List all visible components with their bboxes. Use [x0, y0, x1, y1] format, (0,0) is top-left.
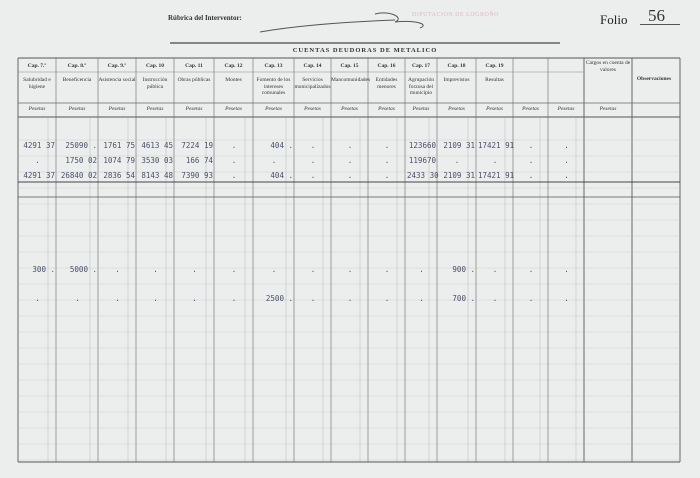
entry-r4-c1: 300 .: [32, 265, 55, 274]
entry-r1-c1: 4291 37: [23, 141, 55, 150]
entry-r3-c9: .: [347, 171, 353, 180]
entry-r2-c15: .: [564, 156, 569, 165]
column-name-1: Salubridad e higiene: [23, 77, 51, 90]
folio-number: 56: [648, 6, 665, 25]
entry-r4-c4: .: [153, 265, 158, 274]
rubrica-label: Rúbrica del Interventor:: [168, 14, 242, 22]
column-unit-2: Pesetas: [68, 106, 86, 112]
entry-r5-c4: .: [153, 294, 158, 303]
entry-r5-c5: .: [192, 294, 197, 303]
entry-r3-c15: .: [564, 171, 569, 180]
column-name-6: Montes: [225, 77, 242, 83]
entry-r1-c8: .: [310, 141, 316, 150]
column-unit-11: Pesetas: [412, 106, 430, 112]
column-name-11: Agrupación forzosa del municipio: [408, 77, 434, 97]
entry-r4-c8: .: [310, 265, 316, 274]
entry-r3-c2: 26840 02: [60, 171, 97, 180]
entry-r4-c5: .: [192, 265, 197, 274]
column-cap-8: Cap. 14: [303, 63, 322, 69]
column-unit-8: Pesetas: [304, 106, 321, 112]
entry-r2-c1: .: [35, 156, 40, 165]
column-name-13: Resultas: [485, 77, 504, 83]
entry-r2-c14: .: [528, 156, 534, 165]
column-unit-6: Pesetas: [225, 106, 242, 112]
column-name-5: Obras públicas: [177, 77, 211, 83]
entry-r2-c3: 1074 79: [103, 156, 135, 165]
entry-r1-c13: 17421 91: [478, 141, 515, 150]
entry-r1-c14: .: [528, 141, 534, 150]
banner-title: CUENTAS DEUDORAS DE METALICO: [292, 47, 438, 54]
column-name-7: Fomento de los intereses comunales: [256, 77, 291, 97]
entry-r3-c13: 17421 91: [478, 171, 515, 180]
entry-r1-c10: .: [384, 141, 390, 150]
entry-r3-c5: 7390 93: [181, 171, 213, 180]
entry-r2-c9: .: [347, 156, 353, 165]
entry-r3-c4: 8143 48: [141, 171, 173, 180]
entry-r3-c11: 2433 30: [407, 171, 439, 180]
column-unit-13: Pesetas: [486, 106, 503, 112]
entry-r4-c3: .: [115, 265, 120, 274]
entry-r4-c11: .: [419, 265, 424, 274]
column-cap-3: Cap. 9.º: [107, 63, 127, 69]
entry-r3-c10: .: [384, 171, 390, 180]
entry-r3-c6: .: [231, 171, 237, 180]
entry-r3-c7: 404 .: [270, 171, 293, 180]
column-cap-12: Cap. 18: [447, 63, 466, 69]
entry-r2-c8: .: [310, 156, 316, 165]
column-cap-7: Cap. 13: [264, 63, 283, 69]
entry-r1-c7: 404 .: [270, 141, 293, 150]
column-cap-11: Cap. 17: [411, 63, 431, 69]
entry-r5-c6: .: [231, 294, 237, 303]
entry-r3-c14: .: [528, 171, 534, 180]
entry-r1-c5: 7224 19: [181, 141, 213, 150]
column-name-8: Servicios municipalizados: [294, 77, 331, 90]
entry-r5-c14: .: [528, 294, 534, 303]
column-name-16: Cargos en cuenta de valores: [585, 60, 631, 73]
column-unit-14: Pesetas: [522, 106, 539, 112]
entry-r2-c4: 3530 03: [141, 156, 173, 165]
entry-r5-c13: .: [492, 294, 498, 303]
entry-r2-c7: .: [271, 156, 277, 165]
entry-r1-c6: .: [231, 141, 237, 150]
entry-r3-c8: .: [310, 171, 316, 180]
column-unit-15: Pesetas: [557, 106, 575, 112]
entry-r3-c12: 2109 31: [443, 171, 475, 180]
folio-label: Folio: [600, 12, 628, 27]
entry-r3-c3: 2836 54: [103, 171, 135, 180]
entry-r4-c2: 5000 .: [69, 265, 97, 274]
column-cap-4: Cap. 10: [145, 63, 165, 69]
entry-r2-c5: 166 74: [185, 156, 213, 165]
column-unit-12: Pesetas: [448, 106, 465, 112]
column-name-12: Imprevistos: [443, 77, 470, 83]
entry-r1-c3: 1761 75: [103, 141, 135, 150]
column-unit-7: Pesetas: [265, 106, 282, 112]
entry-r2-c10: .: [384, 156, 390, 165]
entry-r5-c11: .: [419, 294, 424, 303]
column-cap-1: Cap. 7.º: [27, 63, 47, 69]
entry-r2-c13: .: [492, 156, 498, 165]
column-cap-5: Cap. 11: [185, 63, 203, 69]
column-unit-10: Pesetas: [378, 106, 395, 112]
column-cap-6: Cap. 12: [224, 63, 243, 69]
entry-r2-c6: .: [231, 156, 237, 165]
entry-r1-c15: .: [564, 141, 569, 150]
column-unit-16: Pesetas: [599, 106, 617, 112]
column-unit-5: Pesetas: [185, 106, 203, 112]
column-unit-3: Pesetas: [108, 106, 126, 112]
entry-r5-c2: .: [75, 294, 80, 303]
stamp-text: DIPUTACION DE LOGROÑO: [412, 12, 500, 18]
entry-r4-c14: .: [528, 265, 534, 274]
entry-r4-c7: .: [271, 265, 277, 274]
column-unit-9: Pesetas: [341, 106, 358, 112]
column-name-4: Instrucción pública: [142, 77, 168, 90]
entry-r2-c2: 1750 02: [65, 156, 97, 165]
column-unit-1: Pesetas: [28, 106, 46, 112]
column-cap-13: Cap. 19: [485, 63, 504, 69]
entry-r4-c6: .: [231, 265, 237, 274]
entry-r1-c4: 4613 45: [141, 141, 173, 150]
column-name-3: Asistencia social: [98, 77, 136, 83]
observaciones-header: Observaciones: [636, 76, 672, 82]
entry-r4-c15: .: [564, 265, 569, 274]
entry-r4-c13: .: [492, 265, 498, 274]
entry-r1-c9: .: [347, 141, 353, 150]
entry-r5-c10: .: [384, 294, 390, 303]
entry-r4-c9: .: [347, 265, 353, 274]
entry-r4-c10: .: [384, 265, 390, 274]
column-name-9: Mancomunidades: [331, 77, 371, 83]
column-name-2: Beneficencia: [62, 77, 92, 83]
entry-r5-c9: .: [347, 294, 353, 303]
entry-r4-c12: 900 .: [452, 265, 475, 274]
entry-r5-c12: 700 .: [452, 294, 475, 303]
entry-r1-c2: 25090 .: [65, 141, 97, 150]
entry-r1-c12: 2109 31: [443, 141, 475, 150]
entry-r5-c15: .: [564, 294, 569, 303]
entry-r5-c3: .: [115, 294, 120, 303]
entry-r5-c8: .: [310, 294, 316, 303]
entry-r5-c1: .: [35, 294, 40, 303]
column-unit-4: Pesetas: [146, 106, 164, 112]
entry-r1-c11: 123660: [408, 141, 436, 150]
column-name-10: Entidades menores: [375, 77, 398, 90]
column-cap-10: Cap. 16: [377, 63, 396, 69]
entry-r2-c12: .: [454, 156, 460, 165]
entry-r5-c7: 2500 .: [265, 294, 293, 303]
entry-r3-c1: 4291 37: [23, 171, 55, 180]
column-cap-9: Cap. 15: [340, 63, 359, 69]
entry-r2-c11: 119670: [408, 156, 436, 165]
column-cap-2: Cap. 8.º: [67, 63, 87, 69]
